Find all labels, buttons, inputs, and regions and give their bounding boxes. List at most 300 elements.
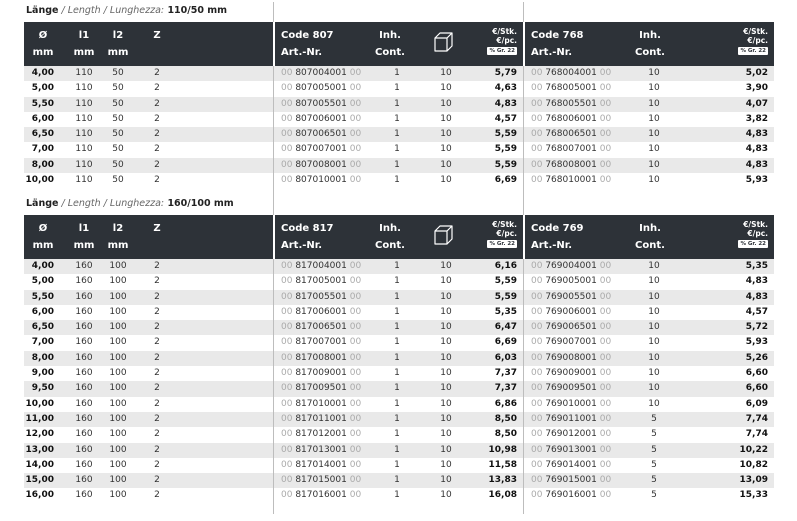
article-a-suffix: 00 bbox=[349, 475, 362, 486]
cell-inh-a: 1 bbox=[394, 68, 400, 78]
cell-l1: 160 bbox=[75, 337, 93, 348]
article-a-suffix: 00 bbox=[349, 98, 362, 109]
row-divider bbox=[523, 397, 524, 412]
cell-price-a: 4,57 bbox=[494, 113, 517, 124]
row-divider bbox=[273, 443, 274, 458]
header-price-a-stk: €/Stk. bbox=[492, 220, 517, 229]
row-divider bbox=[523, 412, 524, 427]
cell-inh-a: 1 bbox=[394, 98, 400, 109]
cell-pack-a: 10 bbox=[440, 129, 452, 140]
cell-inh-a: 1 bbox=[394, 383, 400, 394]
article-a-number: 807005501 bbox=[295, 98, 347, 109]
cell-price-b: 5,93 bbox=[745, 175, 768, 186]
article-a-prefix: 00 bbox=[281, 129, 293, 140]
cell-article-a bbox=[281, 305, 361, 320]
header-art-nr-b: Art.-Nr. bbox=[531, 240, 573, 251]
article-b-prefix: 00 bbox=[531, 352, 543, 363]
cell-inh-b: 10 bbox=[648, 129, 660, 140]
article-a-number: 817012001 bbox=[295, 429, 347, 440]
cell-l1: 110 bbox=[75, 98, 93, 109]
row-divider bbox=[523, 488, 524, 503]
cell-pack-a: 10 bbox=[440, 113, 452, 124]
article-b-prefix: 00 bbox=[531, 129, 543, 140]
cell-z: 2 bbox=[154, 490, 160, 501]
article-b-suffix: 00 bbox=[599, 261, 612, 271]
cell-price-b: 7,74 bbox=[745, 429, 768, 440]
article-b-suffix: 00 bbox=[599, 383, 612, 394]
article-a-number: 817008001 bbox=[295, 352, 347, 363]
cell-article-a bbox=[281, 259, 361, 274]
cell-inh-b: 10 bbox=[648, 261, 660, 271]
row-divider bbox=[523, 290, 524, 305]
cell-inh-a: 1 bbox=[394, 398, 400, 409]
cell-article-b bbox=[531, 366, 611, 381]
article-a-suffix: 00 bbox=[349, 322, 362, 333]
cell-inh-a: 1 bbox=[394, 322, 400, 333]
cell-l2: 100 bbox=[109, 398, 127, 409]
cell-article-b bbox=[531, 142, 611, 157]
cell-diameter: 9,00 bbox=[31, 368, 54, 379]
article-a-suffix: 00 bbox=[349, 444, 362, 455]
cell-diameter: 7,00 bbox=[31, 337, 54, 348]
row-divider bbox=[273, 259, 274, 274]
table-header bbox=[24, 22, 774, 66]
header-price-b-pc: €/pc. bbox=[747, 36, 768, 45]
cell-inh-b: 5 bbox=[651, 475, 657, 486]
article-a-prefix: 00 bbox=[281, 113, 293, 124]
cell-article-a bbox=[281, 473, 361, 488]
cell-article-b bbox=[531, 127, 611, 142]
header-price-b-stk: €/Stk. bbox=[743, 220, 768, 229]
article-a-suffix: 00 bbox=[349, 490, 362, 501]
row-divider bbox=[273, 320, 274, 335]
header-price-a-group-badge: % Gr. 22 bbox=[489, 48, 515, 54]
row-divider bbox=[273, 66, 274, 81]
cell-pack-a: 10 bbox=[440, 459, 452, 470]
cell-article-b bbox=[531, 488, 611, 503]
table-row bbox=[24, 305, 774, 320]
article-a-suffix: 00 bbox=[349, 144, 362, 155]
cell-z: 2 bbox=[154, 322, 160, 333]
cell-pack-a: 10 bbox=[440, 261, 452, 271]
header-price-a-stk: €/Stk. bbox=[492, 27, 517, 36]
cell-l1: 160 bbox=[75, 322, 93, 333]
header-diameter: Ø bbox=[38, 223, 48, 234]
cell-l2: 50 bbox=[112, 113, 124, 124]
article-b-suffix: 00 bbox=[599, 444, 612, 455]
article-a-suffix: 00 bbox=[349, 276, 362, 287]
article-a-prefix: 00 bbox=[281, 276, 293, 287]
cell-l2: 50 bbox=[112, 83, 124, 94]
table-row bbox=[24, 158, 774, 173]
cell-z: 2 bbox=[154, 68, 160, 78]
article-a-suffix: 00 bbox=[349, 398, 362, 409]
cell-inh-b: 10 bbox=[648, 98, 660, 109]
article-b-prefix: 00 bbox=[531, 113, 543, 124]
cell-article-b bbox=[531, 412, 611, 427]
header-diameter: Ø bbox=[38, 30, 48, 41]
article-b-prefix: 00 bbox=[531, 368, 543, 379]
article-a-prefix: 00 bbox=[281, 352, 293, 363]
cell-l2: 100 bbox=[109, 337, 127, 348]
article-a-number: 817014001 bbox=[295, 459, 347, 470]
cell-price-a: 16,08 bbox=[488, 490, 517, 501]
cell-inh-b: 10 bbox=[648, 383, 660, 394]
cell-article-b bbox=[531, 427, 611, 442]
cell-article-a bbox=[281, 97, 361, 112]
article-a-number: 807008001 bbox=[295, 159, 347, 170]
article-a-prefix: 00 bbox=[281, 98, 293, 109]
article-a-suffix: 00 bbox=[349, 291, 362, 302]
row-divider bbox=[523, 381, 524, 396]
row-divider bbox=[523, 320, 524, 335]
article-b-suffix: 00 bbox=[599, 144, 612, 155]
cell-l2: 100 bbox=[109, 475, 127, 486]
cell-l2: 50 bbox=[112, 144, 124, 155]
cell-l1: 160 bbox=[75, 398, 93, 409]
article-b-suffix: 00 bbox=[599, 475, 612, 486]
row-divider bbox=[273, 397, 274, 412]
cell-price-b: 13,09 bbox=[739, 475, 768, 486]
cell-article-a bbox=[281, 366, 361, 381]
article-a-suffix: 00 bbox=[349, 337, 362, 348]
article-b-number: 769006001 bbox=[545, 306, 597, 317]
cell-article-b bbox=[531, 335, 611, 350]
header-divider bbox=[273, 22, 275, 66]
row-divider bbox=[273, 351, 274, 366]
cell-inh-b: 10 bbox=[648, 83, 660, 94]
article-a-number: 817006001 bbox=[295, 306, 347, 317]
cell-inh-b: 10 bbox=[648, 144, 660, 155]
article-a-number: 807004001 bbox=[295, 68, 347, 78]
tail-divider bbox=[273, 504, 274, 514]
cell-price-b: 4,07 bbox=[745, 98, 768, 109]
title-translations: / Length / Lunghezza: bbox=[58, 198, 165, 209]
table-row bbox=[24, 66, 774, 81]
cell-l1: 110 bbox=[75, 83, 93, 94]
cell-price-b: 4,57 bbox=[745, 306, 768, 317]
article-b-number: 769010001 bbox=[545, 398, 597, 409]
cell-l1: 160 bbox=[75, 444, 93, 455]
table-body bbox=[24, 66, 774, 188]
cell-pack-a: 10 bbox=[440, 383, 452, 394]
cell-l1: 160 bbox=[75, 413, 93, 424]
cell-price-a: 7,37 bbox=[494, 368, 517, 379]
article-b-number: 769012001 bbox=[545, 429, 597, 440]
article-b-suffix: 00 bbox=[599, 413, 612, 424]
header-l1: l1 bbox=[78, 30, 90, 41]
article-a-prefix: 00 bbox=[281, 490, 293, 501]
article-b-suffix: 00 bbox=[599, 337, 612, 348]
cell-inh-a: 1 bbox=[394, 444, 400, 455]
cell-l2: 100 bbox=[109, 352, 127, 363]
header-price-a bbox=[487, 220, 517, 248]
header-price-b bbox=[738, 220, 768, 248]
article-b-suffix: 00 bbox=[599, 322, 612, 333]
row-divider bbox=[523, 305, 524, 320]
table-row bbox=[24, 351, 774, 366]
cell-z: 2 bbox=[154, 175, 160, 186]
cell-inh-b: 10 bbox=[648, 113, 660, 124]
cell-inh-a: 1 bbox=[394, 83, 400, 94]
header-code-b: Code 768 bbox=[531, 30, 584, 41]
article-a-number: 807006501 bbox=[295, 129, 347, 140]
cell-price-b: 15,33 bbox=[739, 490, 768, 501]
header-price-b-group-badge: % Gr. 22 bbox=[740, 241, 766, 247]
article-b-number: 769009001 bbox=[545, 368, 597, 379]
cell-price-a: 4,83 bbox=[494, 98, 517, 109]
header-cont-a: Cont. bbox=[375, 47, 405, 58]
table-row bbox=[24, 335, 774, 350]
article-b-prefix: 00 bbox=[531, 490, 543, 501]
cell-inh-a: 1 bbox=[394, 475, 400, 486]
table-row bbox=[24, 397, 774, 412]
cell-z: 2 bbox=[154, 413, 160, 424]
article-b-suffix: 00 bbox=[599, 276, 612, 287]
article-a-prefix: 00 bbox=[281, 291, 293, 302]
row-divider bbox=[523, 458, 524, 473]
title-divider bbox=[273, 2, 274, 22]
cell-price-b: 10,82 bbox=[739, 459, 768, 470]
article-b-number: 769016001 bbox=[545, 490, 597, 501]
section-tail bbox=[24, 504, 774, 514]
header-art-nr-b: Art.-Nr. bbox=[531, 47, 573, 58]
row-divider bbox=[273, 142, 274, 157]
cell-pack-a: 10 bbox=[440, 98, 452, 109]
cell-article-a bbox=[281, 81, 361, 96]
article-a-prefix: 00 bbox=[281, 261, 293, 271]
cell-inh-b: 5 bbox=[651, 459, 657, 470]
cell-inh-b: 5 bbox=[651, 413, 657, 424]
package-box-icon bbox=[432, 30, 456, 54]
cell-diameter: 9,50 bbox=[31, 383, 54, 394]
cell-l1: 110 bbox=[75, 144, 93, 155]
article-a-suffix: 00 bbox=[349, 175, 362, 186]
article-a-number: 817005001 bbox=[295, 276, 347, 287]
cell-inh-b: 5 bbox=[651, 444, 657, 455]
cell-price-b: 3,90 bbox=[745, 83, 768, 94]
article-b-suffix: 00 bbox=[599, 459, 612, 470]
cell-article-b bbox=[531, 274, 611, 289]
cell-pack-a: 10 bbox=[440, 144, 452, 155]
cell-article-b bbox=[531, 290, 611, 305]
article-b-prefix: 00 bbox=[531, 175, 543, 186]
article-b-prefix: 00 bbox=[531, 383, 543, 394]
cell-price-a: 10,98 bbox=[488, 444, 517, 455]
cell-z: 2 bbox=[154, 459, 160, 470]
row-divider bbox=[523, 351, 524, 366]
cell-z: 2 bbox=[154, 306, 160, 317]
cell-article-a bbox=[281, 127, 361, 142]
cell-diameter: 8,00 bbox=[31, 159, 54, 170]
article-a-suffix: 00 bbox=[349, 429, 362, 440]
cell-article-a bbox=[281, 443, 361, 458]
cell-z: 2 bbox=[154, 113, 160, 124]
article-b-prefix: 00 bbox=[531, 429, 543, 440]
cell-inh-b: 10 bbox=[648, 322, 660, 333]
article-a-prefix: 00 bbox=[281, 159, 293, 170]
cell-l1: 160 bbox=[75, 276, 93, 287]
cell-inh-a: 1 bbox=[394, 276, 400, 287]
cell-l2: 100 bbox=[109, 276, 127, 287]
row-divider bbox=[523, 173, 524, 188]
table-row bbox=[24, 412, 774, 427]
row-divider bbox=[523, 259, 524, 274]
title-translations: / Length / Lunghezza: bbox=[58, 5, 165, 16]
title-length: 110/50 mm bbox=[164, 5, 228, 16]
article-a-number: 807007001 bbox=[295, 144, 347, 155]
cell-price-a: 6,86 bbox=[494, 398, 517, 409]
article-b-number: 768006501 bbox=[545, 129, 597, 140]
row-divider bbox=[523, 335, 524, 350]
cell-inh-a: 1 bbox=[394, 368, 400, 379]
title-length: 160/100 mm bbox=[164, 198, 234, 209]
cell-price-b: 5,02 bbox=[745, 68, 768, 78]
row-divider bbox=[523, 97, 524, 112]
header-price-a bbox=[487, 27, 517, 55]
row-divider bbox=[273, 274, 274, 289]
cell-l2: 100 bbox=[109, 413, 127, 424]
cell-l1: 160 bbox=[75, 383, 93, 394]
cell-price-a: 6,69 bbox=[494, 337, 517, 348]
article-a-suffix: 00 bbox=[349, 306, 362, 317]
header-inh-b: Inh. bbox=[639, 30, 661, 41]
cell-pack-a: 10 bbox=[440, 368, 452, 379]
cell-article-a bbox=[281, 397, 361, 412]
cell-inh-a: 1 bbox=[394, 129, 400, 140]
article-a-prefix: 00 bbox=[281, 337, 293, 348]
cell-l1: 160 bbox=[75, 490, 93, 501]
cell-l2: 50 bbox=[112, 68, 124, 78]
article-a-number: 807005001 bbox=[295, 83, 347, 94]
cell-pack-a: 10 bbox=[440, 175, 452, 186]
cell-pack-a: 10 bbox=[440, 429, 452, 440]
table-row bbox=[24, 173, 774, 188]
cell-diameter: 6,50 bbox=[31, 129, 54, 140]
article-b-number: 769005001 bbox=[545, 276, 597, 287]
row-divider bbox=[523, 158, 524, 173]
cell-price-a: 5,59 bbox=[494, 159, 517, 170]
cell-pack-a: 10 bbox=[440, 337, 452, 348]
article-a-prefix: 00 bbox=[281, 368, 293, 379]
cell-l1: 160 bbox=[75, 459, 93, 470]
article-a-number: 807010001 bbox=[295, 175, 347, 186]
cell-price-a: 11,58 bbox=[488, 459, 517, 470]
cell-diameter: 5,00 bbox=[31, 276, 54, 287]
cell-price-a: 4,63 bbox=[494, 83, 517, 94]
cell-price-b: 6,60 bbox=[745, 383, 768, 394]
cell-inh-a: 1 bbox=[394, 490, 400, 501]
article-b-prefix: 00 bbox=[531, 144, 543, 155]
article-a-prefix: 00 bbox=[281, 475, 293, 486]
header-l2: l2 bbox=[112, 30, 124, 41]
table-row bbox=[24, 381, 774, 396]
cell-l2: 100 bbox=[109, 383, 127, 394]
cell-inh-a: 1 bbox=[394, 291, 400, 302]
cell-z: 2 bbox=[154, 144, 160, 155]
title-label: Länge bbox=[26, 5, 59, 16]
cell-diameter: 6,50 bbox=[31, 322, 54, 333]
cell-pack-a: 10 bbox=[440, 276, 452, 287]
row-divider bbox=[273, 112, 274, 127]
article-a-prefix: 00 bbox=[281, 398, 293, 409]
table-body bbox=[24, 259, 774, 504]
cell-price-a: 6,69 bbox=[494, 175, 517, 186]
article-b-suffix: 00 bbox=[599, 352, 612, 363]
cell-l1: 160 bbox=[75, 291, 93, 302]
cell-inh-a: 1 bbox=[394, 159, 400, 170]
cell-pack-a: 10 bbox=[440, 444, 452, 455]
cell-inh-b: 10 bbox=[648, 398, 660, 409]
header-divider bbox=[523, 215, 525, 259]
article-a-number: 817006501 bbox=[295, 322, 347, 333]
row-divider bbox=[273, 81, 274, 96]
article-a-number: 817010001 bbox=[295, 398, 347, 409]
article-b-prefix: 00 bbox=[531, 306, 543, 317]
article-a-prefix: 00 bbox=[281, 306, 293, 317]
cell-diameter: 4,00 bbox=[31, 261, 54, 271]
header-cont-b: Cont. bbox=[635, 240, 665, 251]
cell-article-a bbox=[281, 351, 361, 366]
cell-pack-a: 10 bbox=[440, 398, 452, 409]
cell-article-a bbox=[281, 274, 361, 289]
cell-pack-a: 10 bbox=[440, 352, 452, 363]
cell-l2: 50 bbox=[112, 98, 124, 109]
cell-diameter: 10,00 bbox=[25, 398, 54, 409]
header-cont-a: Cont. bbox=[375, 240, 405, 251]
cell-price-a: 13,83 bbox=[488, 475, 517, 486]
tail-divider bbox=[523, 504, 524, 514]
row-divider bbox=[273, 381, 274, 396]
cell-l1: 160 bbox=[75, 475, 93, 486]
article-b-number: 769013001 bbox=[545, 444, 597, 455]
cell-price-a: 7,37 bbox=[494, 383, 517, 394]
cell-diameter: 7,00 bbox=[31, 144, 54, 155]
cell-article-b bbox=[531, 381, 611, 396]
cell-price-a: 5,59 bbox=[494, 291, 517, 302]
cell-inh-b: 10 bbox=[648, 352, 660, 363]
cell-diameter: 5,50 bbox=[31, 98, 54, 109]
header-l1-unit: mm bbox=[73, 240, 95, 251]
cell-z: 2 bbox=[154, 429, 160, 440]
cell-l1: 110 bbox=[75, 113, 93, 124]
package-box-icon bbox=[432, 223, 456, 247]
cell-price-b: 3,82 bbox=[745, 113, 768, 124]
article-a-prefix: 00 bbox=[281, 429, 293, 440]
header-price-a-pc: €/pc. bbox=[496, 36, 517, 45]
article-b-prefix: 00 bbox=[531, 475, 543, 486]
cell-inh-a: 1 bbox=[394, 306, 400, 317]
table-row bbox=[24, 366, 774, 381]
cell-article-b bbox=[531, 458, 611, 473]
row-divider bbox=[523, 66, 524, 81]
article-a-prefix: 00 bbox=[281, 144, 293, 155]
article-a-prefix: 00 bbox=[281, 175, 293, 186]
cell-inh-b: 10 bbox=[648, 368, 660, 379]
article-a-prefix: 00 bbox=[281, 413, 293, 424]
cell-price-b: 4,83 bbox=[745, 129, 768, 140]
cell-z: 2 bbox=[154, 398, 160, 409]
cell-l2: 50 bbox=[112, 175, 124, 186]
article-b-number: 769004001 bbox=[545, 261, 597, 271]
cell-article-a bbox=[281, 427, 361, 442]
cell-diameter: 10,00 bbox=[25, 175, 54, 186]
cell-z: 2 bbox=[154, 337, 160, 348]
row-divider bbox=[273, 427, 274, 442]
cell-diameter: 4,00 bbox=[31, 68, 54, 78]
header-diameter-unit: mm bbox=[32, 240, 54, 251]
article-a-prefix: 00 bbox=[281, 383, 293, 394]
